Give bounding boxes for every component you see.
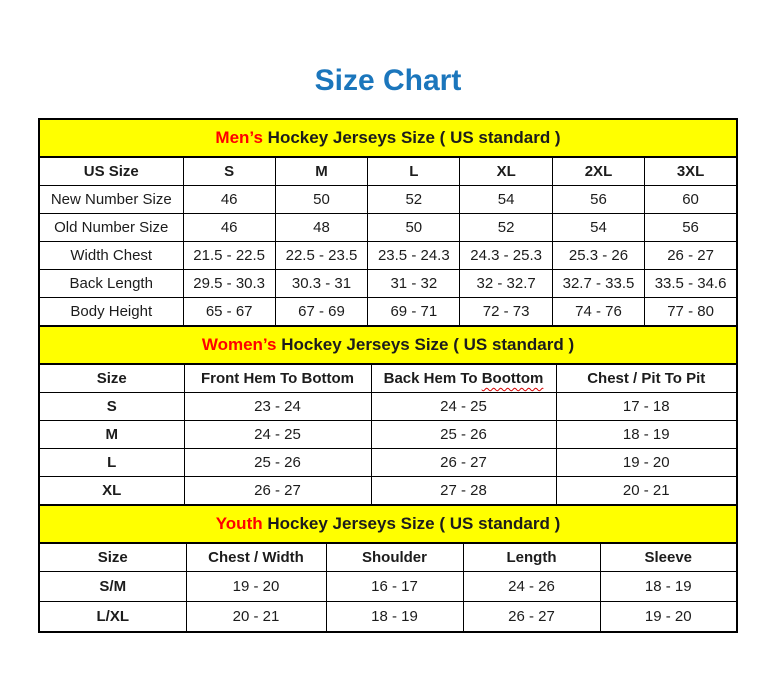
header-cell: 2XL <box>552 157 644 186</box>
row-label: Old Number Size <box>39 214 183 242</box>
table-row <box>39 602 737 633</box>
data-cell: 31 - 32 <box>368 270 460 298</box>
header-cell: Size <box>39 543 186 572</box>
data-cell: 16 - 17 <box>326 572 463 602</box>
data-cell: 26 - 27 <box>645 242 737 270</box>
data-cell: 46 <box>183 186 275 214</box>
data-cell: 18 - 19 <box>556 421 737 449</box>
data-cell: 46 <box>183 214 275 242</box>
data-cell: 19 - 20 <box>186 572 326 602</box>
youth-size-table <box>38 504 738 633</box>
header-cell: Shoulder <box>326 543 463 572</box>
mens-band-rest: Hockey Jerseys Size ( US standard ) <box>262 128 561 147</box>
data-cell: 54 <box>552 214 644 242</box>
data-cell: 32 - 32.7 <box>460 270 552 298</box>
data-cell: 20 - 21 <box>556 477 737 506</box>
data-cell: 48 <box>275 214 367 242</box>
table-row <box>39 572 737 602</box>
header-cell: S <box>183 157 275 186</box>
data-cell: 19 - 20 <box>600 602 737 633</box>
data-cell: 54 <box>460 186 552 214</box>
youth-band-rest: Hockey Jerseys Size ( US standard ) <box>262 514 561 533</box>
data-cell: 24 - 25 <box>371 393 556 421</box>
data-cell: 25.3 - 26 <box>552 242 644 270</box>
data-cell: 69 - 71 <box>368 298 460 327</box>
table-row <box>39 270 737 298</box>
data-cell: 52 <box>460 214 552 242</box>
header-cell: Front Hem To Bottom <box>184 364 371 393</box>
youth-section-band <box>39 505 737 543</box>
womens-band-rest: Hockey Jerseys Size ( US standard ) <box>276 335 575 354</box>
data-cell: 65 - 67 <box>183 298 275 327</box>
data-cell: 23.5 - 24.3 <box>368 242 460 270</box>
row-label: New Number Size <box>39 186 183 214</box>
table-row <box>39 421 737 449</box>
header-cell: 3XL <box>645 157 737 186</box>
mens-highlight: Men’s <box>215 128 263 147</box>
data-cell: 25 - 26 <box>371 421 556 449</box>
mens-section-band <box>39 119 737 157</box>
data-cell: 30.3 - 31 <box>275 270 367 298</box>
data-cell: 23 - 24 <box>184 393 371 421</box>
row-label: M <box>39 421 184 449</box>
row-label: L <box>39 449 184 477</box>
header-cell: Chest / Pit To Pit <box>556 364 737 393</box>
row-label: L/XL <box>39 602 186 633</box>
mens-size-table <box>38 118 738 327</box>
table-row <box>39 214 737 242</box>
data-cell: 26 - 27 <box>184 477 371 506</box>
data-cell: 56 <box>645 214 737 242</box>
misspelled-word: Boottom <box>481 370 544 387</box>
header-cell <box>371 364 556 393</box>
data-cell: 67 - 69 <box>275 298 367 327</box>
womens-highlight: Women’s <box>201 335 277 354</box>
row-label: Width Chest <box>39 242 183 270</box>
womens-header-row <box>39 364 737 393</box>
data-cell: 32.7 - 33.5 <box>552 270 644 298</box>
mens-section-title <box>39 119 737 157</box>
data-cell: 26 - 27 <box>463 602 600 633</box>
youth-section-title <box>39 505 737 543</box>
youth-highlight: Youth <box>215 514 263 533</box>
data-cell: 29.5 - 30.3 <box>183 270 275 298</box>
header-cell: Chest / Width <box>186 543 326 572</box>
header-cell: Length <box>463 543 600 572</box>
header-cell: US Size <box>39 157 183 186</box>
row-label: Back Length <box>39 270 183 298</box>
data-cell: 24 - 26 <box>463 572 600 602</box>
data-cell: 52 <box>368 186 460 214</box>
data-cell: 25 - 26 <box>184 449 371 477</box>
data-cell: 74 - 76 <box>552 298 644 327</box>
data-cell: 27 - 28 <box>371 477 556 506</box>
womens-section-band <box>39 326 737 364</box>
table-row <box>39 477 737 506</box>
table-row <box>39 393 737 421</box>
youth-header-row <box>39 543 737 572</box>
header-cell: L <box>368 157 460 186</box>
data-cell: 50 <box>275 186 367 214</box>
data-cell: 22.5 - 23.5 <box>275 242 367 270</box>
mens-header-row <box>39 157 737 186</box>
back-hem-label: Back Hem To <box>383 370 482 387</box>
data-cell: 33.5 - 34.6 <box>645 270 737 298</box>
data-cell: 20 - 21 <box>186 602 326 633</box>
table-row <box>39 242 737 270</box>
womens-section-title <box>39 326 737 364</box>
size-tables <box>38 118 738 633</box>
header-cell: M <box>275 157 367 186</box>
data-cell: 56 <box>552 186 644 214</box>
row-label: S/M <box>39 572 186 602</box>
data-cell: 18 - 19 <box>600 572 737 602</box>
data-cell: 19 - 20 <box>556 449 737 477</box>
page-title: Size Chart <box>314 64 462 97</box>
data-cell: 17 - 18 <box>556 393 737 421</box>
row-label: XL <box>39 477 184 506</box>
data-cell: 60 <box>645 186 737 214</box>
data-cell: 26 - 27 <box>371 449 556 477</box>
data-cell: 21.5 - 22.5 <box>183 242 275 270</box>
womens-size-table <box>38 325 738 506</box>
data-cell: 18 - 19 <box>326 602 463 633</box>
row-label: S <box>39 393 184 421</box>
row-label: Body Height <box>39 298 183 327</box>
header-cell: Size <box>39 364 184 393</box>
data-cell: 24.3 - 25.3 <box>460 242 552 270</box>
data-cell: 24 - 25 <box>184 421 371 449</box>
table-row <box>39 186 737 214</box>
data-cell: 50 <box>368 214 460 242</box>
table-row <box>39 449 737 477</box>
data-cell: 77 - 80 <box>645 298 737 327</box>
table-row <box>39 298 737 327</box>
data-cell: 72 - 73 <box>460 298 552 327</box>
header-cell: Sleeve <box>600 543 737 572</box>
header-cell: XL <box>460 157 552 186</box>
